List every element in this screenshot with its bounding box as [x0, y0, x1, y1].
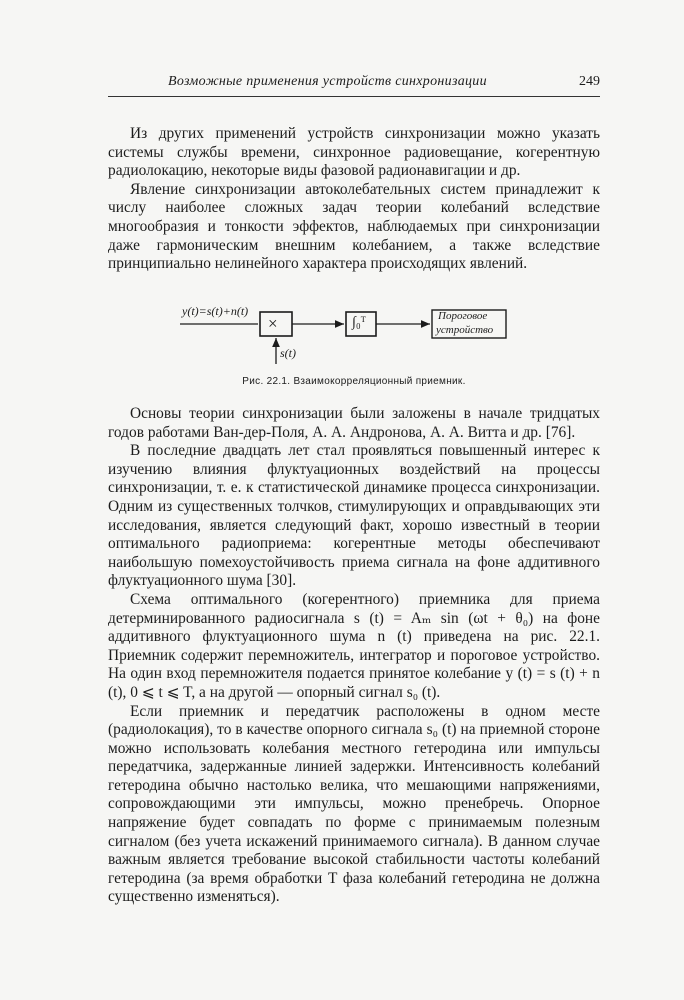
- reference-label: s(t): [280, 346, 296, 360]
- paragraph: Если приемник и передатчик расположены в одном месте (радиолокация), то в качестве опорного сигнала s₀ (t) на приемной стороне можно использовать колебания местного гетеродина или импульсы передатчика, задержанные линией задержки. Интенсивность колебаний гетеродина обычно настолько велика, что мешающими напряжениями, сопровождающими эти импульсы, можно пренебречь. Опорное напряжение будет совпадать по форме с принимаемым полезным сигналом (без учета искажений принимаемого сигнала). В данном случае важным является требование высокой стабильности частоты колебаний гетеродина (за время обработки T фаза колебаний гетеродина не должна существенно изменяться).: [108, 702, 600, 906]
- text-block-bottom: [108, 405, 600, 907]
- text-block-top: [108, 125, 600, 274]
- paragraph: В последние двадцать лет стал проявляться повышенный интерес к изучению влияния флуктуационных воздействий на процессы синхронизации, т. е. к статистической динамике процесса синхронизации. Одним из существенных толчков, стимулирующих и оправдывающих эти исследования, является следующий факт, хорошо известный в теории оптимального радиоприема: когерентные методы обеспечивают наибольшую помехоустойчивость приема сигнала на фоне аддитивного флуктуационного шума [30].: [108, 442, 600, 590]
- multiplier-symbol: ×: [268, 314, 278, 333]
- paragraph: Из других применений устройств синхронизации можно указать системы службы времени, синхронное радиовещание, когерентную радиолокацию, некоторые виды фазовой радионавигации и др.: [108, 125, 600, 180]
- threshold-label-2: устройство: [436, 324, 494, 336]
- header-rule: [108, 96, 600, 97]
- block-diagram: [178, 292, 508, 372]
- threshold-label-1: Пороговое: [438, 310, 488, 322]
- paragraph: Схема оптимального (когерентного) приемника для приема детерминированного радиосигнала s (t) = Aₘ sin (ωt + θ₀) на фоне аддитивного флуктуационного шума n (t) приведена на рис. 22.1. Приемник содержит перемножитель, интегратор и пороговое устройство. На один вход перемножителя подается принятое колебание y (t) = s (t) + n (t), 0 ⩽ t ⩽ T, а на другой — опорный сигнал s₀ (t).: [108, 590, 600, 701]
- running-head: [108, 74, 600, 96]
- page-number: 249: [579, 74, 600, 89]
- running-title: Возможные применения устройств синхронизации: [168, 74, 487, 89]
- input-label: y(t)=s(t)+n(t): [182, 304, 249, 318]
- figure-caption: [108, 376, 600, 387]
- paragraph: Явление синхронизации автоколебательных систем принадлежит к числу наиболее сложных задач теории колебаний вследствие многообразия и тонкости эффектов, наблюдаемых при синхронизации даже гармоническим внешним колебанием, а также вследствие принципиально нелинейного характера происходящих явлений.: [108, 180, 600, 273]
- caption-text: Взаимокорреляционный приемник.: [293, 376, 466, 387]
- integrator-symbol: ∫₀ᵀ: [352, 315, 366, 330]
- paragraph: Основы теории синхронизации были заложены в начале тридцатых годов работами Ван-дер-Поля, А. А. Андронова, А. А. Витта и др. [76].: [108, 405, 600, 441]
- caption-number: Рис. 22.1.: [242, 376, 291, 387]
